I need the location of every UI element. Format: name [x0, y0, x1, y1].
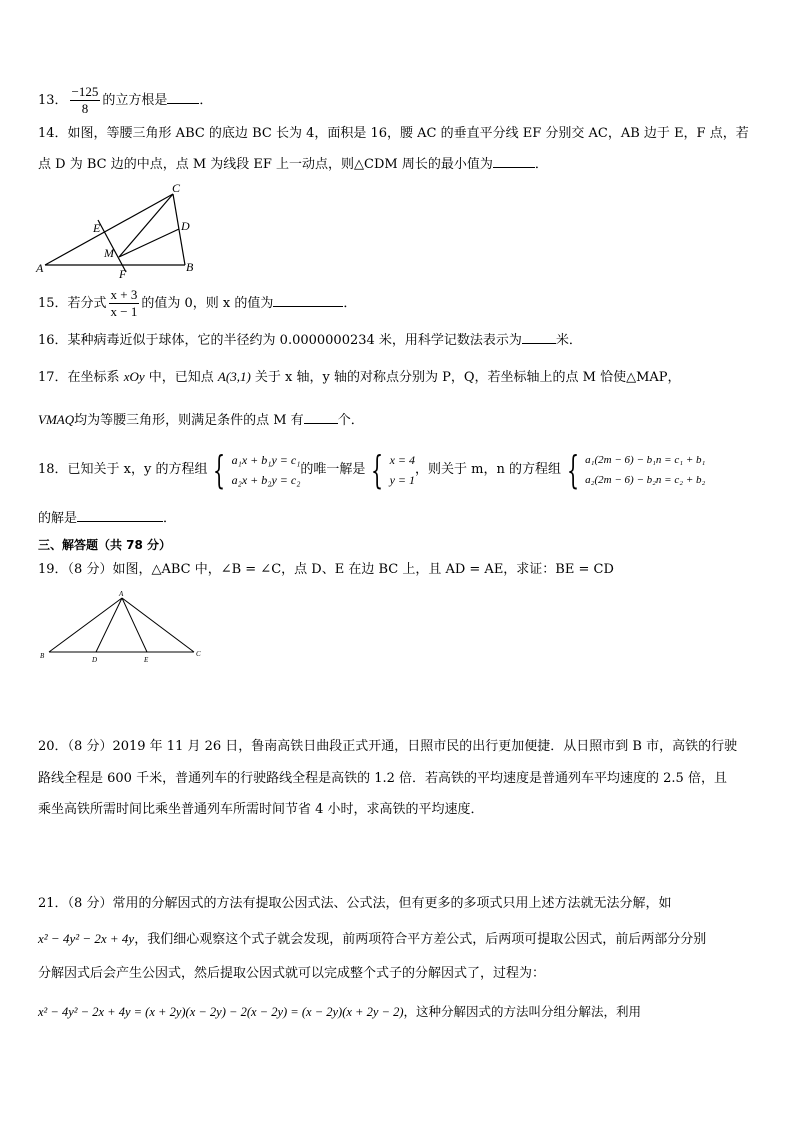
question-21-line-4: x² − 4y² − 2x + 4y = (x + 2y)(x − 2y) − 2(x − 2y) = (x − 2y)(x + 2y − 2)，这种分解因式的方法叫分组分解法，利用: [38, 1004, 642, 1019]
question-19: 19．（8 分）如图，△ABC 中，∠B = ∠C，点 D、E 在边 BC 上，且 AD = AE，求证：BE = CD: [38, 562, 614, 577]
label-b: B: [186, 260, 194, 274]
answer-blank[interactable]: [304, 411, 338, 424]
answer-blank[interactable]: [493, 155, 535, 168]
label-d: D: [181, 219, 190, 233]
label-c: C: [196, 650, 201, 658]
label-c: C: [172, 182, 181, 195]
question-21-line-1: 21．（8 分）常用的分解因式的方法有提取公因式法、公式法，但有更多的多项式只用上述方法就无法分解，如: [38, 896, 672, 911]
answer-blank[interactable]: [273, 294, 343, 307]
question-20-line-3: 乘坐高铁所需时间比乘坐普通列车所需时间节省 4 小时，求高铁的平均速度．: [38, 802, 484, 817]
answer-blank[interactable]: [77, 509, 163, 522]
label-a: A: [36, 261, 44, 275]
equation-system-3: a₁(2m − 6) − b₁n = c₁ + b₁ a₂(2m − 6) − b₂n = c₂ + b₂: [585, 453, 706, 486]
triangle-abc-ad-ae-figure: [36, 588, 208, 666]
label-f: F: [119, 267, 127, 280]
label-d: D: [92, 656, 98, 664]
brace: {: [213, 447, 226, 492]
label-m: M: [104, 246, 114, 260]
question-16: 16．某种病毒近似于球体，它的半径约为 0.0000000234 米，用科学记数法表示为 米．: [38, 333, 582, 348]
question-21-line-2: x² − 4y² − 2x + 4y，我们细心观察这个式子就会发现，前两项符合平方差公式，后两项可提取公因式，前后两部分分别: [38, 931, 707, 947]
label-a: A: [119, 590, 124, 598]
question-21-line-3: 分解因式后会产生公因式，然后提取公因式就可以完成整个式子的分解因式了，过程为：: [38, 966, 546, 981]
label-e: E: [93, 221, 101, 235]
question-17-line-1: 17．在坐标系 xOy 中，已知点 A(3,1) 关于 x 轴，y 轴的对称点分别为 P，Q，若坐标轴上的点 M 恰使△MAP，: [38, 369, 681, 385]
question-14-line-1: 14．如图，等腰三角形 ABC 的底边 BC 长为 4，面积是 16，腰 AC 的垂直平分线 EF 分别交 AC，AB 边于 E，F 点，若: [38, 126, 749, 141]
question-18-line-2: 的解是 ．: [38, 511, 177, 526]
question-18-line-1: 18．已知关于 x，y 的方程组 { a₁x + b₁y = c₁ a₂x + b₂y = c₂ 的唯一解是 { x = 4 y = 1 ，则关于 m，n 的方程组 { a₁(2m − 6) − b₁n = c₁ + b₁ a₂(2m − 6) − b₂n = c₂ + b₂: [38, 447, 706, 492]
answer-blank[interactable]: [167, 91, 199, 104]
equation-system-2: x = 4 y = 1: [389, 452, 416, 487]
label-e: E: [144, 656, 149, 664]
question-13: 13． $\frac{-125}{8}$ 的立方根是 ．: [38, 84, 213, 116]
question-20-line-2: 路线全程是 600 千米，普通列车的行驶路线全程是高铁的 1.2 倍．若高铁的平均速度是普通列车平均速度的 2.5 倍，且: [38, 771, 727, 786]
question-15: 15．若分式 $\frac{x + 3}{x - 1}$ 的值为 0，则 x 的值为 ．: [38, 287, 357, 319]
fraction: $\frac{x + 3}{x - 1}$: [110, 287, 138, 319]
question-20-line-1: 20．（8 分）2019 年 11 月 26 日，鲁南高铁日曲段正式开通，日照市民的出行更加便捷．从日照市到 B 市，高铁的行驶: [38, 739, 738, 754]
triangle-abc-figure: [34, 182, 204, 280]
equation-system-1: a₁x + b₁y = c₁ a₂x + b₂y = c₂: [231, 452, 301, 487]
section-heading: 三、解答题（共 78 分）: [38, 538, 172, 552]
label-b: B: [40, 652, 45, 660]
brace: {: [567, 447, 580, 492]
question-17-line-2: VMAQ均为等腰三角形，则满足条件的点 M 有 个．: [38, 412, 364, 428]
fraction: $\frac{-125}{8}$: [71, 84, 99, 116]
answer-blank[interactable]: [522, 331, 556, 344]
brace: {: [371, 447, 384, 492]
question-14-line-2: 点 D 为 BC 边的中点，点 M 为线段 EF 上一动点，则△CDM 周长的最小值为 ．: [38, 157, 548, 172]
